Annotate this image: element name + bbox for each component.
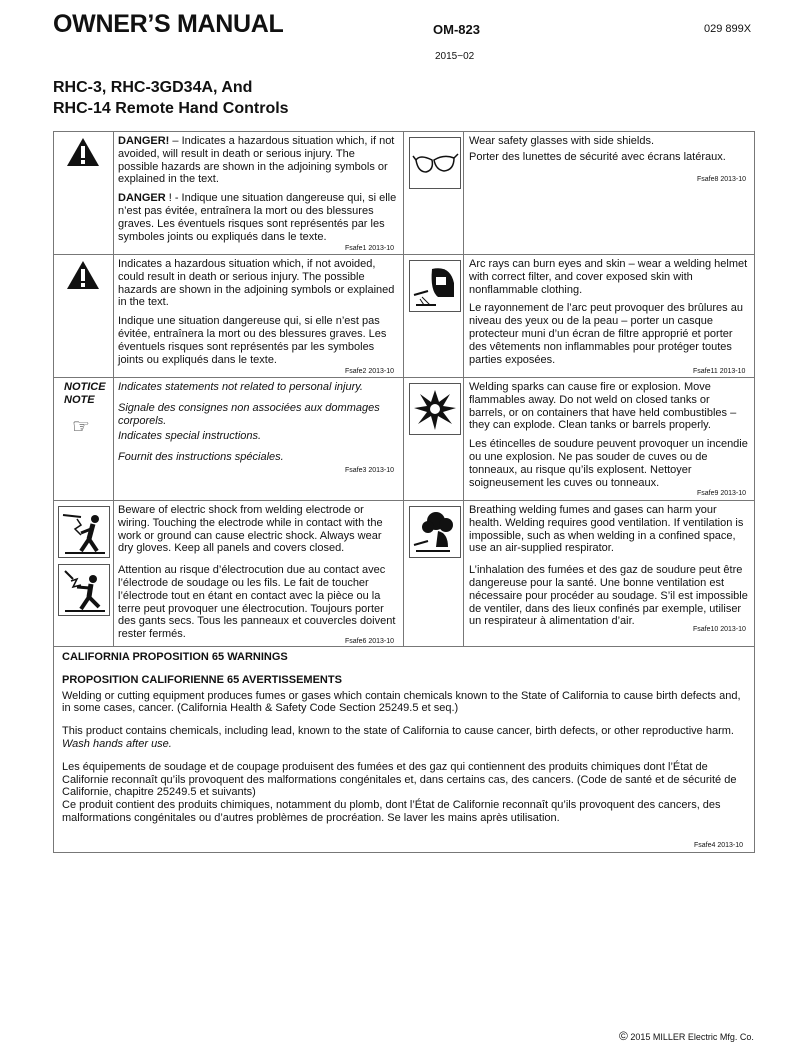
shock-code: Fsafe6 2013-10 [345, 638, 395, 645]
notice-text-fr-1: Signale des consignes non associées aux dommages corporels. [118, 401, 380, 427]
california-heading-fr: PROPOSITION CALIFORIENNE 65 AVERTISSEMENTS [62, 673, 342, 686]
right-row-divider [403, 254, 755, 255]
left-row-divider [53, 377, 463, 378]
warning-triangle-icon [66, 260, 100, 295]
arc-code: Fsafe11 2013-10 [693, 368, 746, 375]
shock-text [118, 504, 398, 647]
fumes-text [469, 504, 749, 634]
fumes-code: Fsafe10 2013-10 [693, 626, 746, 633]
warning-code: Fsafe2 2013-10 [345, 368, 395, 375]
product-title-line-2: RHC-14 Remote Hand Controls [53, 100, 289, 117]
electric-shock-icon [58, 506, 110, 558]
shock-text-en: Beware of electric shock from welding electrode or wiring. Touching the electrode while in contact with the work or ground can cause electric shock. Always wear dry gloves. Keep all panels and covers closed. [118, 504, 383, 555]
electric-shock-icon [58, 564, 110, 616]
california-heading-en: CALIFORNIA PROPOSITION 65 WARNINGS [62, 651, 288, 663]
copyright-icon: © [619, 1029, 628, 1043]
product-title-line-1: RHC-3, RHC-3GD34A, And [53, 79, 253, 96]
glasses-text [469, 135, 749, 170]
danger-text-en: DANGER! – Indicates a hazardous situation which, if not avoided, will result in death or serious injury. The possible hazards are shown in the adjoining symbols or explained in the text. [118, 135, 395, 186]
california-paragraph-1: Welding or cutting equipment produces fumes or gases which contain chemicals known to the State of California to cause birth defects and, in some cases, cancer. (California Health & Safety Code Section 25249.5 et seq.) [62, 689, 741, 715]
table-column-divider [463, 131, 464, 646]
california-warnings [62, 651, 752, 835]
copyright-footer [619, 1029, 754, 1043]
safety-glasses-icon [409, 137, 461, 189]
document-number: 029 899X [704, 23, 752, 35]
notice-text-en-1: Indicates statements not related to personal injury. [118, 381, 363, 393]
notice-text-fr-2: Fournit des instructions spéciales. [118, 451, 284, 464]
left-row-divider [53, 500, 463, 501]
pointing-hand-icon: ☞ [72, 416, 90, 438]
left-icon-divider [113, 131, 114, 646]
arc-text-en: Arc rays can burn eyes and skin – wear a welding helmet with correct filter, and cover exposed skin with nonflammable clothing. [469, 258, 748, 296]
sparks-text [469, 381, 749, 495]
arc-text-fr: Le rayonnement de l’arc peut provoquer des brûlures au niveau des yeux ou de la peau – porter un casque protecteur muni d’un écran de filtre approprié et porter des vêtements non inflammables pour protéger toutes parties exposées. [469, 302, 743, 366]
warning-text [118, 258, 398, 372]
welding-helmet-icon [409, 260, 461, 312]
california-paragraph-2: This product contains chemicals, including lead, known to the state of California to cause cancer, birth defects, or other reproductive harm. Wash hands after use. [62, 725, 734, 750]
sparks-text-fr: Les étincelles de soudure peuvent provoquer un incendie ou une explosion. Ne pas souder de cuves ou de tonneaux, au risque qu’ils explosent. Nettoyer soigneusement les cuves ou tonneaux. [469, 438, 748, 489]
right-row-divider [403, 377, 755, 378]
arc-text [469, 258, 749, 372]
danger-code: Fsafe1 2013-10 [345, 245, 395, 252]
fumes-text-en: Breathing welding fumes and gases can harm your health. Welding requires good ventilation. If ventilation is impossible, such as when welding in a confined space, use an air-supplied respirator. [469, 504, 744, 555]
document-date: 2015−02 [435, 51, 475, 62]
warning-text-en: Indicates a hazardous situation which, if not avoided, could result in death or serious injury. The possible hazards are shown in the adjoining symbols or explained in the text. [118, 258, 395, 309]
notice-label-en: NOTICE [64, 381, 106, 393]
california-wash-hands: Wash hands after use. [62, 737, 172, 750]
left-row-divider [53, 254, 463, 255]
sparks-text-en: Welding sparks can cause fire or explosion. Move flammables away. Do not weld on closed tanks or barrels, or on containers that have held combustibles – they can explode. Clean tanks or barrels properly. [469, 381, 737, 432]
notice-label-fr: NOTE [64, 394, 95, 406]
danger-text-fr: DANGER ! - Indique une situation dangereuse qui, si elle n’est pas évitée, entraînera la mort ou des blessures graves. Les éventuels risques sont représentés par les symboles joints ou expliqués dans le texte. [118, 192, 397, 243]
notice-text-en-2: Indicates special instructions. [118, 430, 262, 443]
om-number: OM-823 [433, 22, 480, 37]
fumes-text-fr: L’inhalation des fumées et des gaz de soudure peut être dangereuse pour la santé. Une bonne ventilation est nécessaire pour procéder au soudage. S’il est impossible de ventiler, dans des lieux confinés par exemple, utiliser un respirateur à alimentation d’air. [469, 564, 748, 628]
california-paragraph-3: Les équipements de soudage et de coupage produisent des fumées et des gaz qui contiennent des produits chimiques dont l’État de Californie reconnaît qu’ils provoquent des malformations congénitales et, dans certains cas, des cancers. (Code de santé et de sécurité de Californie, chapitre 25249.5 et suivants) [62, 760, 737, 799]
shock-text-fr: Attention au risque d’électrocution due au contact avec l’électrode de soudage ou les fils. Le fait de toucher l’électrode tout en étant en contact avec la pièce ou la terre peut provoquer une électrocution. Toujours porter des gants secs. Tous les panneaux et couvercles doivent rester fermés. [118, 564, 396, 641]
glasses-text-en: Wear safety glasses with side shields. [469, 135, 655, 147]
glasses-code: Fsafe8 2013-10 [697, 176, 747, 183]
danger-label-fr: DANGER [118, 192, 166, 205]
fumes-icon [409, 506, 461, 558]
notice-label [64, 381, 106, 407]
warning-text-fr: Indique une situation dangereuse qui, si elle n’est pas évitée, entraînera la mort ou des blessures graves. Les éventuels risques sont représentés par les symboles joints ou expliqués dans le texte. [118, 315, 387, 366]
sparks-code: Fsafe9 2013-10 [697, 490, 747, 497]
notice-text [118, 381, 398, 470]
product-title [53, 77, 289, 119]
danger-label: DANGER! [118, 135, 170, 147]
copyright-text: 2015 MILLER Electric Mfg. Co. [627, 1032, 754, 1042]
manual-title: OWNER’S MANUAL [53, 10, 284, 38]
right-row-divider [403, 500, 755, 501]
california-code: Fsafe4 2013-10 [694, 842, 744, 849]
california-paragraph-4: Ce produit contient des produits chimiques, notamment du plomb, dont l’État de Californie reconnaît qu’ils provoquent des cancers, des malformations congénitales ou d’autres problèmes de procréation. Se laver les mains après utilisation. [62, 799, 721, 824]
right-icon-divider [403, 131, 404, 646]
danger-triangle-icon [66, 137, 100, 172]
fire-explosion-icon [409, 383, 461, 435]
glasses-text-fr: Porter des lunettes de sécurité avec écrans latéraux. [469, 150, 726, 163]
danger-text [118, 135, 398, 249]
notice-code: Fsafe3 2013-10 [345, 467, 395, 474]
